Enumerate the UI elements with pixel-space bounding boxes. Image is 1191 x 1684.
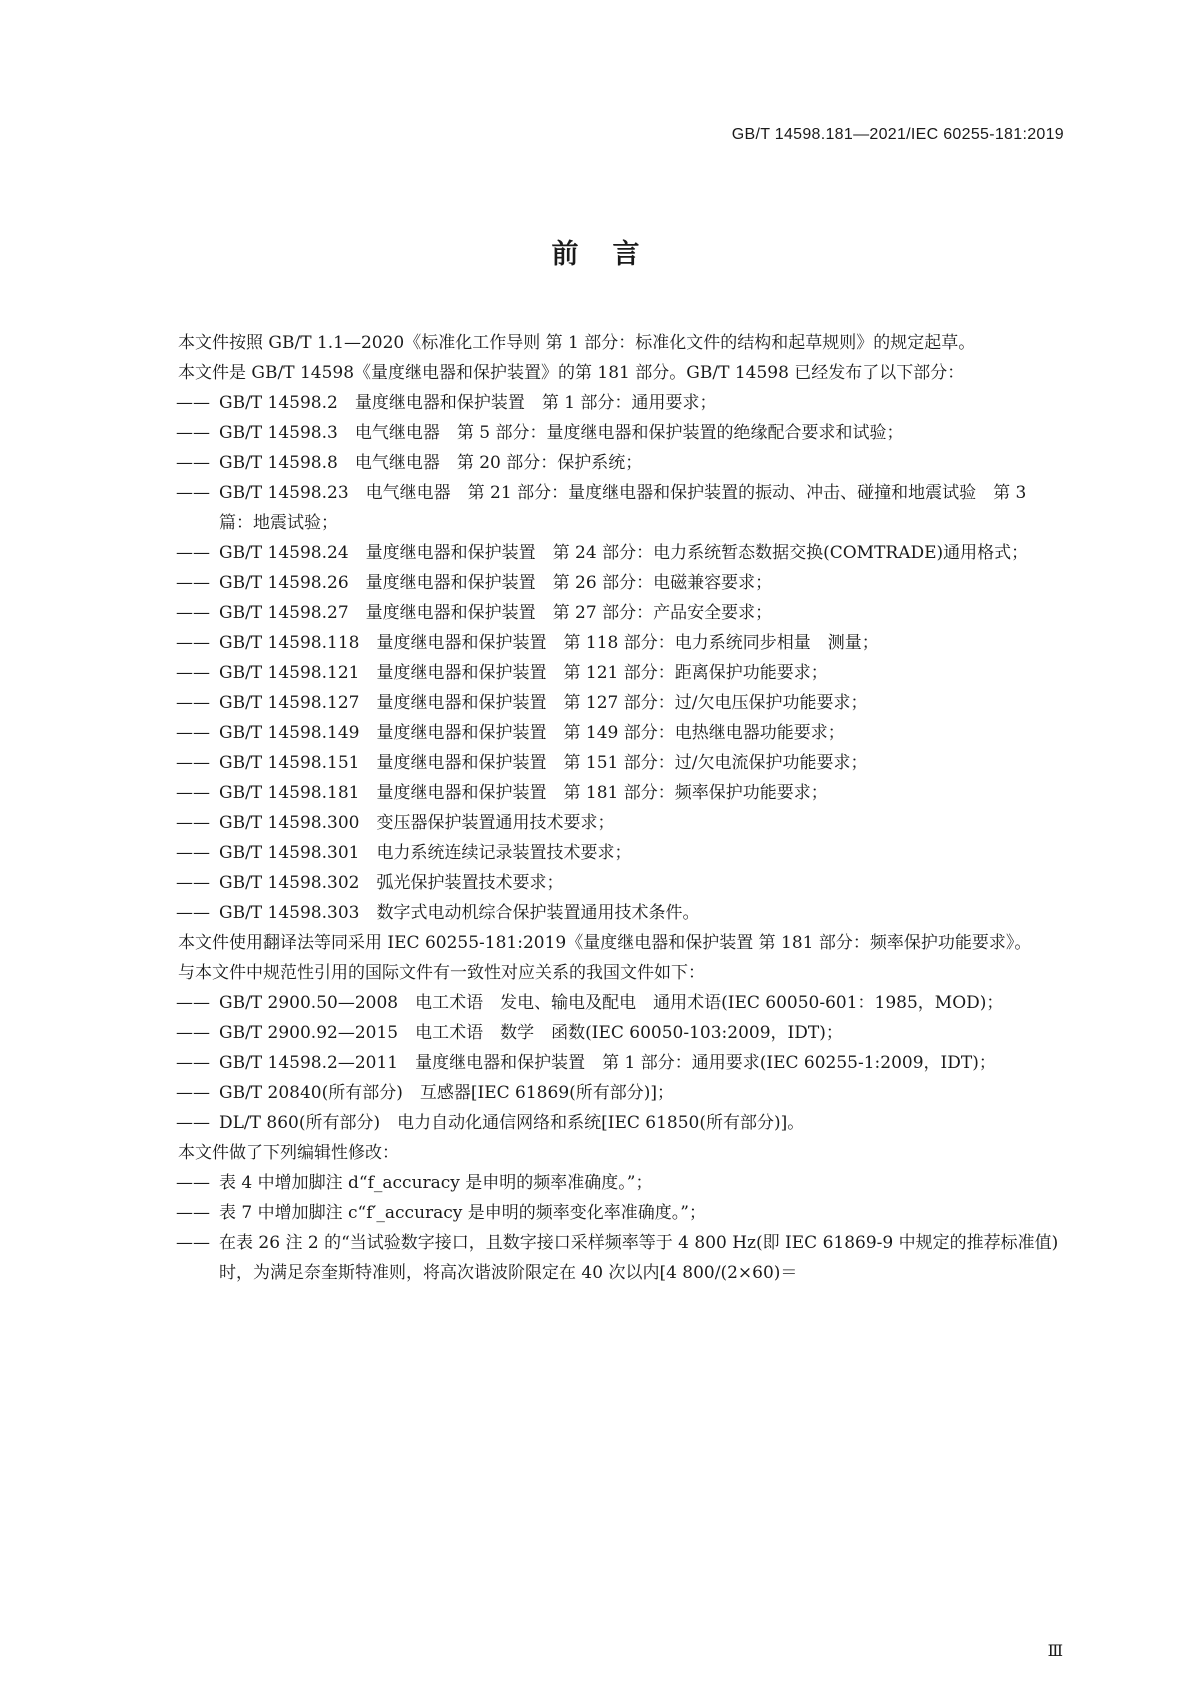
paragraph-adoption: 本文件使用翻译法等同采用 IEC 60255-181:2019《量度继电器和保护装置 第 181 部分：频率保护功能要求》。: [178, 933, 1032, 953]
dash-marker: ——: [176, 573, 210, 593]
list-item: —— GB/T 14598.303 数字式电动机综合保护装置通用技术条件。: [135, 898, 1059, 928]
list-item: —— GB/T 14598.149 量度继电器和保护装置 第 149 部分：电热继电器功能要求；: [135, 718, 1059, 748]
list-item: —— GB/T 14598.24 量度继电器和保护装置 第 24 部分：电力系统暂态数据交换(COMTRADE)通用格式；: [135, 538, 1059, 568]
list-item: —— GB/T 14598.2—2011 量度继电器和保护装置 第 1 部分：通用要求(IEC 60255-1:2009，IDT)；: [135, 1048, 1059, 1078]
paragraph-drafting-rules: 本文件按照 GB/T 1.1—2020《标准化工作导则 第 1 部分：标准化文件的结构和起草规则》的规定起草。: [178, 333, 976, 353]
dash-marker: ——: [176, 393, 210, 413]
paragraph-editorial-intro: 本文件做了下列编辑性修改：: [178, 1143, 399, 1163]
published-parts-list: [135, 388, 1059, 928]
list-item: —— GB/T 14598.26 量度继电器和保护装置 第 26 部分：电磁兼容要求；: [135, 568, 1059, 598]
dash-marker: ——: [176, 813, 210, 833]
dash-marker: ——: [176, 1053, 210, 1073]
list-item: —— DL/T 860(所有部分) 电力自动化通信网络和系统[IEC 61850(所有部分)]。: [135, 1108, 1059, 1138]
standard-code-header: GB/T 14598.181—2021/IEC 60255-181:2019: [731, 126, 1064, 143]
list-item: —— GB/T 2900.92—2015 电工术语 数学 函数(IEC 60050-103:2009，IDT)；: [135, 1018, 1059, 1048]
dash-marker: ——: [176, 1113, 210, 1133]
dash-marker: ——: [176, 753, 210, 773]
dash-marker: ——: [176, 723, 210, 743]
list-item: —— GB/T 14598.27 量度继电器和保护装置 第 27 部分：产品安全要求；: [135, 598, 1059, 628]
list-item: —— GB/T 14598.151 量度继电器和保护装置 第 151 部分：过/欠电流保护功能要求；: [135, 748, 1059, 778]
dash-marker: ——: [176, 1023, 210, 1043]
dash-marker: ——: [176, 1233, 210, 1253]
list-item: —— 在表 26 注 2 的“当试验数字接口，且数字接口采样频率等于 4 800 Hz(即 IEC 61869-9 中规定的推荐标准值)时，为满足奈奎斯特准则，将高次谐波阶限定在 40 次以内[4 800/(2×60)＝: [135, 1228, 1059, 1288]
editorial-changes-list: [135, 1168, 1059, 1288]
list-item: —— GB/T 14598.23 电气继电器 第 21 部分：量度继电器和保护装置的振动、冲击、碰撞和地震试验 第 3 篇：地震试验；: [135, 478, 1059, 538]
dash-marker: ——: [176, 993, 210, 1013]
list-item: —— GB/T 14598.300 变压器保护装置通用技术要求；: [135, 808, 1059, 838]
corresponding-docs-list: [135, 988, 1059, 1138]
list-item: —— GB/T 14598.118 量度继电器和保护装置 第 118 部分：电力系统同步相量 测量；: [135, 628, 1059, 658]
dash-marker: ——: [176, 843, 210, 863]
list-item: —— GB/T 14598.3 电气继电器 第 5 部分：量度继电器和保护装置的绝缘配合要求和试验；: [135, 418, 1059, 448]
list-item: —— GB/T 14598.302 弧光保护装置技术要求；: [135, 868, 1059, 898]
list-item: —— GB/T 14598.8 电气继电器 第 20 部分：保护系统；: [135, 448, 1059, 478]
list-item: —— GB/T 14598.181 量度继电器和保护装置 第 181 部分：频率保护功能要求；: [135, 778, 1059, 808]
dash-marker: ——: [176, 543, 210, 563]
list-item: —— GB/T 14598.301 电力系统连续记录装置技术要求；: [135, 838, 1059, 868]
list-item: —— 表 4 中增加脚注 d“f_accuracy 是申明的频率准确度。”；: [135, 1168, 1059, 1198]
dash-marker: ——: [176, 783, 210, 803]
list-item: —— GB/T 14598.127 量度继电器和保护装置 第 127 部分：过/欠电压保护功能要求；: [135, 688, 1059, 718]
paragraph-correspondence: 与本文件中规范性引用的国际文件有一致性对应关系的我国文件如下：: [178, 963, 705, 983]
dash-marker: ——: [176, 1083, 210, 1103]
list-item: —— GB/T 2900.50—2008 电工术语 发电、输电及配电 通用术语(IEC 60050-601：1985，MOD)；: [135, 988, 1059, 1018]
dash-marker: ——: [176, 423, 210, 443]
dash-marker: ——: [176, 663, 210, 683]
dash-marker: ——: [176, 1173, 210, 1193]
dash-marker: ——: [176, 633, 210, 653]
list-item: —— 表 7 中增加脚注 c“f′_accuracy 是申明的频率变化率准确度。”；: [135, 1198, 1059, 1228]
list-item: —— GB/T 14598.2 量度继电器和保护装置 第 1 部分：通用要求；: [135, 388, 1059, 418]
dash-marker: ——: [176, 603, 210, 623]
dash-marker: ——: [176, 1203, 210, 1223]
dash-marker: ——: [176, 873, 210, 893]
foreword-body: [135, 328, 1059, 1288]
dash-marker: ——: [176, 693, 210, 713]
list-item: —— GB/T 14598.121 量度继电器和保护装置 第 121 部分：距离保护功能要求；: [135, 658, 1059, 688]
paragraph-series-intro: 本文件是 GB/T 14598《量度继电器和保护装置》的第 181 部分。GB/T 14598 已经发布了以下部分：: [178, 363, 965, 383]
dash-marker: ——: [176, 453, 210, 473]
dash-marker: ——: [176, 483, 210, 503]
page-title: 前言: [551, 239, 674, 270]
page-number: Ⅲ: [1047, 1641, 1063, 1660]
list-item: —— GB/T 20840(所有部分) 互感器[IEC 61869(所有部分)]；: [135, 1078, 1059, 1108]
dash-marker: ——: [176, 903, 210, 923]
